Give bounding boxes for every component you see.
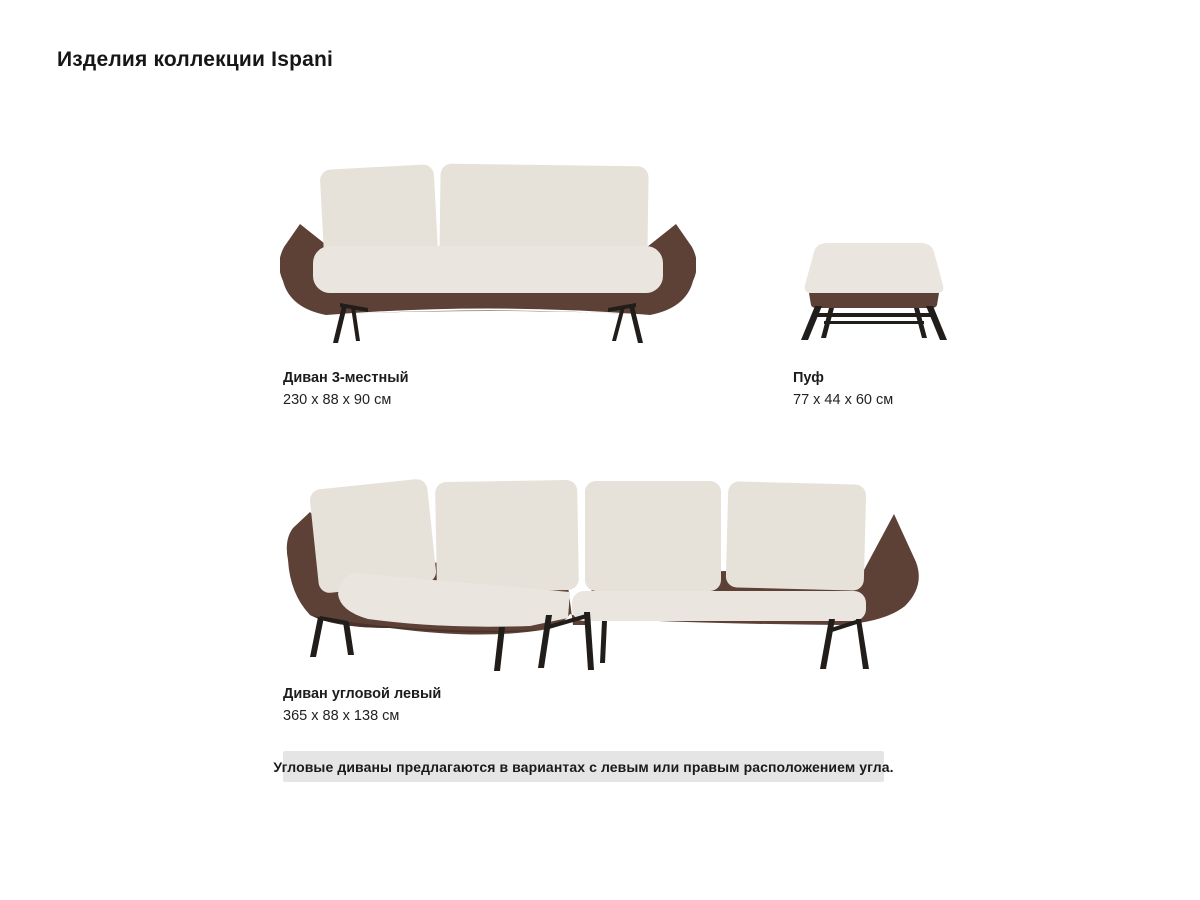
note-banner bbox=[273, 751, 894, 782]
sofa-3-seat-illustration bbox=[280, 160, 696, 346]
page-title: Изделия коллекции Ispani bbox=[57, 48, 334, 71]
corner-sofa-left-illustration bbox=[280, 478, 924, 676]
corner-sofa-left-image bbox=[280, 478, 924, 676]
product-dimensions: 365 x 88 x 138 см bbox=[283, 708, 400, 724]
product-name: Пуф bbox=[793, 370, 824, 386]
pouf-image bbox=[797, 242, 951, 341]
product-label-sofa-3-seat bbox=[283, 367, 409, 411]
product-name: Диван угловой левый bbox=[283, 686, 442, 702]
pouf-illustration bbox=[797, 242, 951, 341]
note-text: Угловые диваны предлагаются в вариантах с левым или правым расположением угла. bbox=[273, 758, 894, 775]
product-label-corner-sofa-left bbox=[283, 683, 441, 727]
product-name: Диван 3-местный bbox=[283, 370, 409, 386]
product-dimensions: 77 x 44 x 60 см bbox=[793, 392, 894, 408]
product-dimensions: 230 x 88 x 90 см bbox=[283, 392, 392, 408]
sofa-3-seat-image bbox=[280, 160, 696, 346]
product-label-pouf bbox=[793, 367, 893, 411]
